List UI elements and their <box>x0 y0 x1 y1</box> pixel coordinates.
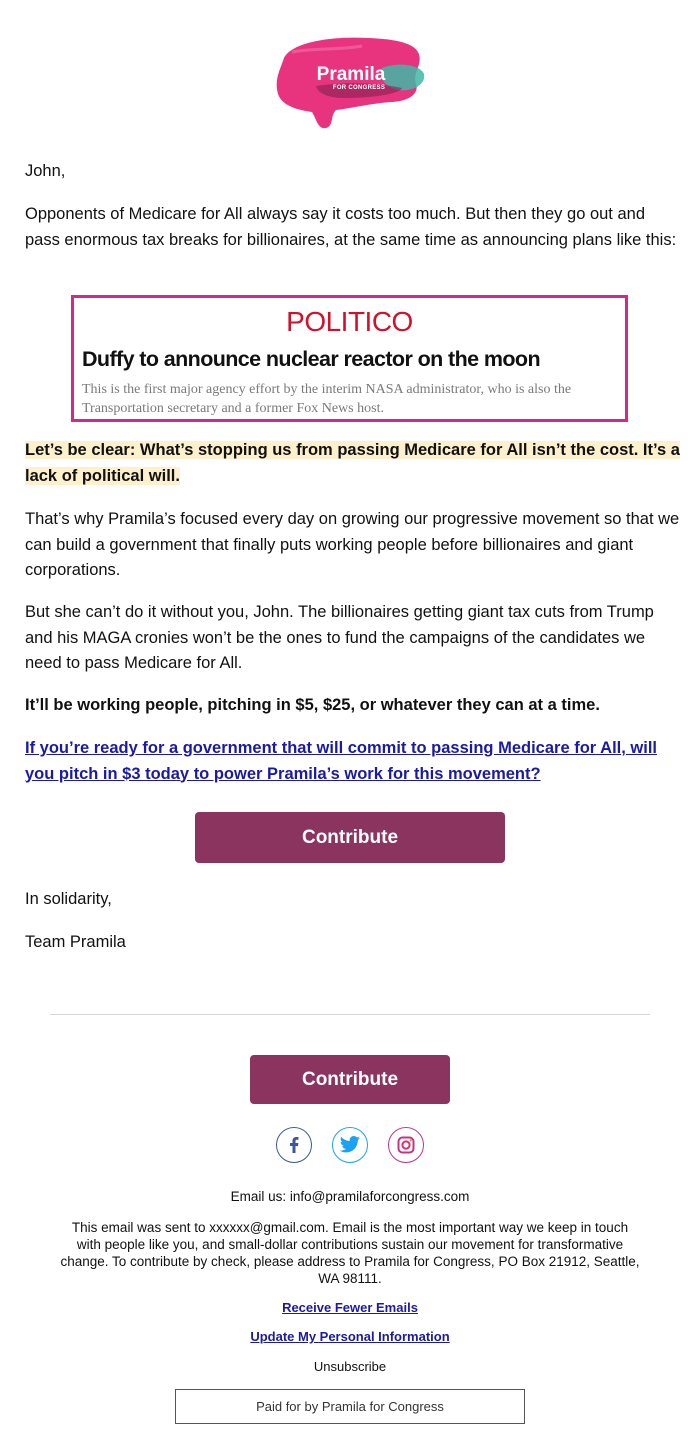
politico-headline: Duffy to announce nuclear reactor on the moon <box>82 347 540 371</box>
receive-fewer-emails-link[interactable]: Receive Fewer Emails <box>282 1300 418 1315</box>
facebook-icon[interactable] <box>276 1127 312 1163</box>
fewer-emails-container <box>50 1300 650 1315</box>
campaign-logo <box>272 28 428 132</box>
cta-donate-link[interactable]: If you’re ready for a government that will commit to passing Medicare for All, will you pitch in $3 today to power Pramila’s work for this movement? <box>25 739 658 783</box>
update-info-container <box>50 1329 650 1344</box>
footer-contribute-button[interactable]: Contribute <box>250 1055 450 1104</box>
paragraph-working-people: It’ll be working people, pitching in $5, $25, or whatever they can at a time. <box>25 696 600 714</box>
signature: Team Pramila <box>25 933 126 951</box>
paragraph-billionaires: But she can’t do it without you, John. The billionaires getting giant tax cuts from Trump and his MAGA cronies won’t be the ones to fund the campaigns of the candidates we need to pass Medicare for All. <box>25 603 654 672</box>
highlight-text: Let’s be clear: What’s stopping us from passing Medicare for All isn’t the cost. It’s a lack of political will. <box>25 441 680 485</box>
paid-for-disclaimer: Paid for by Pramila for Congress <box>175 1389 525 1424</box>
logo-subtitle: FOR CONGRESS <box>332 85 386 91</box>
politico-brand: POLITICO <box>286 306 413 337</box>
unsubscribe-link[interactable]: Unsubscribe <box>313 1359 387 1374</box>
politico-dek: This is the first major agency effort by the interim NASA administrator, who is also the Transportation secretary and a former Fox News host. <box>82 382 572 416</box>
cta-paragraph <box>25 736 680 787</box>
contribute-button[interactable]: Contribute <box>195 812 505 863</box>
update-personal-info-link[interactable]: Update My Personal Information <box>250 1329 450 1344</box>
email-us-text: Email us: info@pramilaforcongress.com <box>230 1189 470 1204</box>
instagram-icon[interactable] <box>388 1127 424 1163</box>
disclaimer-text: This email was sent to xxxxxx@gmail.com. Email is the most important way we keep in touch with people like you, and small-dollar contributions sustain our movement for transformative change. To contribute by check, please address to Pramila for Congress, PO Box 21912, Seattle, WA 98111. <box>60 1220 640 1286</box>
footer-divider <box>50 1014 650 1015</box>
paragraph-intro: Opponents of Medicare for All always say it costs too much. But then they go out and pass enormous tax breaks for billionaires, at the same time as announcing plans like this: <box>25 205 677 249</box>
greeting: John, <box>25 162 66 180</box>
signoff: In solidarity, <box>25 890 112 908</box>
logo-name: Pramila <box>316 64 386 85</box>
twitter-icon[interactable] <box>332 1127 368 1163</box>
paragraph-movement: That’s why Pramila’s focused every day on growing our progressive movement so that we can build a government that finally puts working people before billionaires and giant corporations. <box>25 510 680 579</box>
highlight-paragraph <box>25 438 680 489</box>
politico-clipping <box>71 295 628 422</box>
